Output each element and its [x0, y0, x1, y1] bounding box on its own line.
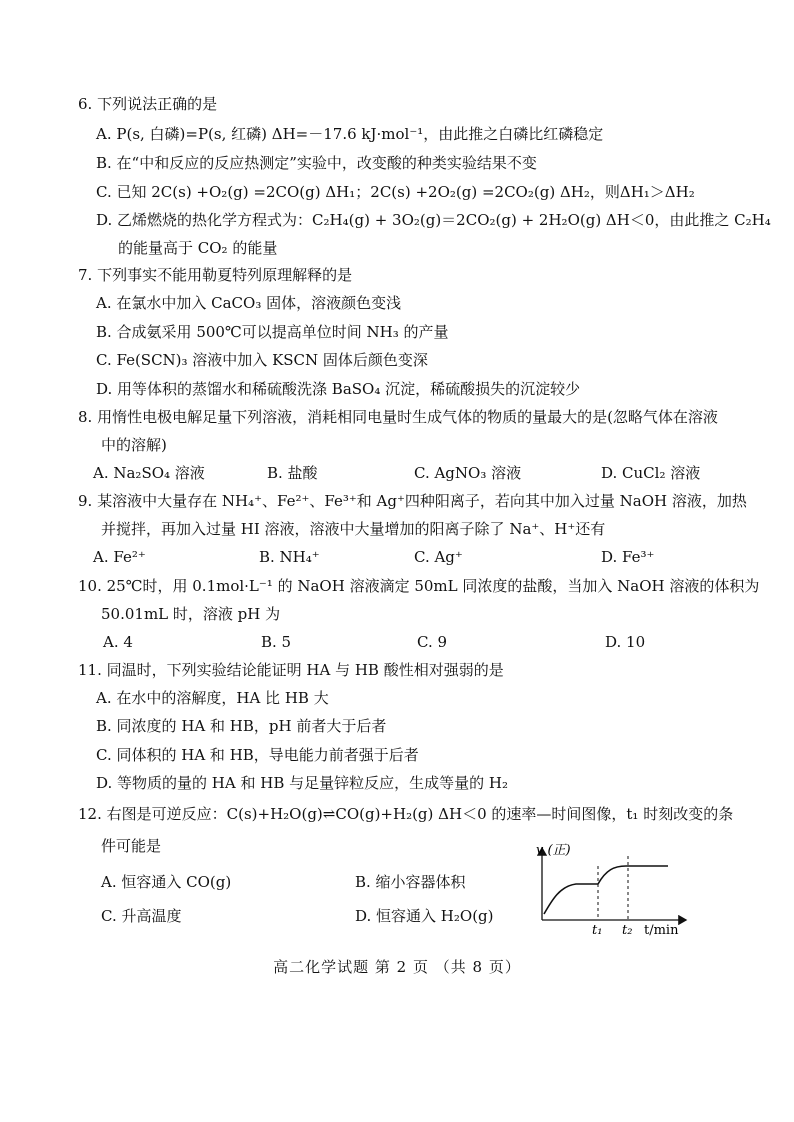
- q12-option-a: A. 恒容通入 CO(g): [101, 873, 232, 891]
- q7-stem: 7. 下列事实不能用勒夏特列原理解释的是: [78, 266, 353, 284]
- y-axis-label: v (正): [536, 843, 571, 858]
- q8-option-b: B. 盐酸: [267, 464, 318, 482]
- q12-option-b: B. 缩小容器体积: [355, 873, 466, 891]
- page-footer: 高二化学试题 第 2 页 （共 8 页）: [273, 958, 521, 976]
- q10-stem-cont: 50.01mL 时，溶液 pH 为: [101, 605, 281, 623]
- q6-option-a: A. P(s, 白磷)=P(s, 红磷) ΔH=－17.6 kJ·mol⁻¹，由此推之白磷比红磷稳定: [96, 125, 604, 143]
- q8-stem: 8. 用惰性电极电解足量下列溶液，消耗相同电量时生成气体的物质的量最大的是(忽略气体在溶液: [78, 408, 718, 426]
- q9-option-d: D. Fe³⁺: [601, 548, 655, 566]
- q9-stem: 9. 某溶液中大量存在 NH₄⁺、Fe²⁺、Fe³⁺和 Ag⁺四种阳离子，若向其中加入过量 NaOH 溶液，加热: [78, 492, 747, 510]
- x-axis-label: t/min: [644, 923, 679, 938]
- q7-option-a: A. 在氯水中加入 CaCO₃ 固体，溶液颜色变浅: [96, 294, 402, 312]
- q10-option-a: A. 4: [103, 633, 133, 651]
- q6-option-d: D. 乙烯燃烧的热化学方程式为：C₂H₄(g) + 3O₂(g)＝2CO₂(g) + 2H₂O(g) ΔH＜0，由此推之 C₂H₄: [96, 211, 771, 229]
- q9-option-b: B. NH₄⁺: [259, 548, 320, 566]
- q6-option-d-cont: 的能量高于 CO₂ 的能量: [118, 239, 278, 257]
- q9-option-c: C. Ag⁺: [414, 548, 463, 566]
- q11-stem: 11. 同温时，下列实验结论能证明 HA 与 HB 酸性相对强弱的是: [78, 661, 504, 679]
- q6-option-b: B. 在“中和反应的反应热测定”实验中，改变酸的种类实验结果不变: [96, 154, 537, 172]
- q9-stem-cont: 并搅拌，再加入过量 HI 溶液，溶液中大量增加的阳离子除了 Na⁺、H⁺还有: [101, 520, 606, 538]
- q6-stem: 6. 下列说法正确的是: [78, 95, 218, 113]
- t2-label: t₂: [622, 923, 633, 938]
- q6-option-c: C. 已知 2C(s) +O₂(g) =2CO(g) ΔH₁；2C(s) +2O₂(g) =2CO₂(g) ΔH₂，则ΔH₁＞ΔH₂: [96, 183, 695, 201]
- rate-curve: [544, 866, 668, 914]
- rate-time-graph: [528, 842, 698, 940]
- q8-option-c: C. AgNO₃ 溶液: [414, 464, 522, 482]
- q8-option-a: A. Na₂SO₄ 溶液: [93, 464, 205, 482]
- q7-option-c: C. Fe(SCN)₃ 溶液中加入 KSCN 固体后颜色变深: [96, 351, 428, 369]
- q11-option-c: C. 同体积的 HA 和 HB，导电能力前者强于后者: [96, 746, 419, 764]
- q10-stem: 10. 25℃时，用 0.1mol·L⁻¹ 的 NaOH 溶液滴定 50mL 同浓度的盐酸，当加入 NaOH 溶液的体积为: [78, 577, 760, 595]
- q11-option-b: B. 同浓度的 HA 和 HB，pH 前者大于后者: [96, 717, 387, 735]
- q12-stem: 12. 右图是可逆反应：C(s)+H₂O(g)⇌CO(g)+H₂(g) ΔH＜0 的速率—时间图像，t₁ 时刻改变的条: [78, 805, 734, 823]
- q9-option-a: A. Fe²⁺: [93, 548, 146, 566]
- q10-option-b: B. 5: [261, 633, 292, 651]
- q8-stem-cont: 中的溶解): [101, 436, 167, 454]
- q10-option-d: D. 10: [605, 633, 646, 651]
- q10-option-c: C. 9: [417, 633, 448, 651]
- q8-option-d: D. CuCl₂ 溶液: [601, 464, 701, 482]
- q7-option-d: D. 用等体积的蒸馏水和稀硫酸洗涤 BaSO₄ 沉淀，稀硫酸损失的沉淀较少: [96, 380, 581, 398]
- q11-option-d: D. 等物质的量的 HA 和 HB 与足量锌粒反应，生成等量的 H₂: [96, 774, 508, 792]
- q12-option-c: C. 升高温度: [101, 907, 182, 925]
- q12-stem-cont: 件可能是: [101, 837, 162, 855]
- q11-option-a: A. 在水中的溶解度，HA 比 HB 大: [96, 689, 329, 707]
- t1-label: t₁: [592, 923, 603, 938]
- q12-option-d: D. 恒容通入 H₂O(g): [355, 907, 494, 925]
- q7-option-b: B. 合成氨采用 500℃可以提高单位时间 NH₃ 的产量: [96, 323, 449, 341]
